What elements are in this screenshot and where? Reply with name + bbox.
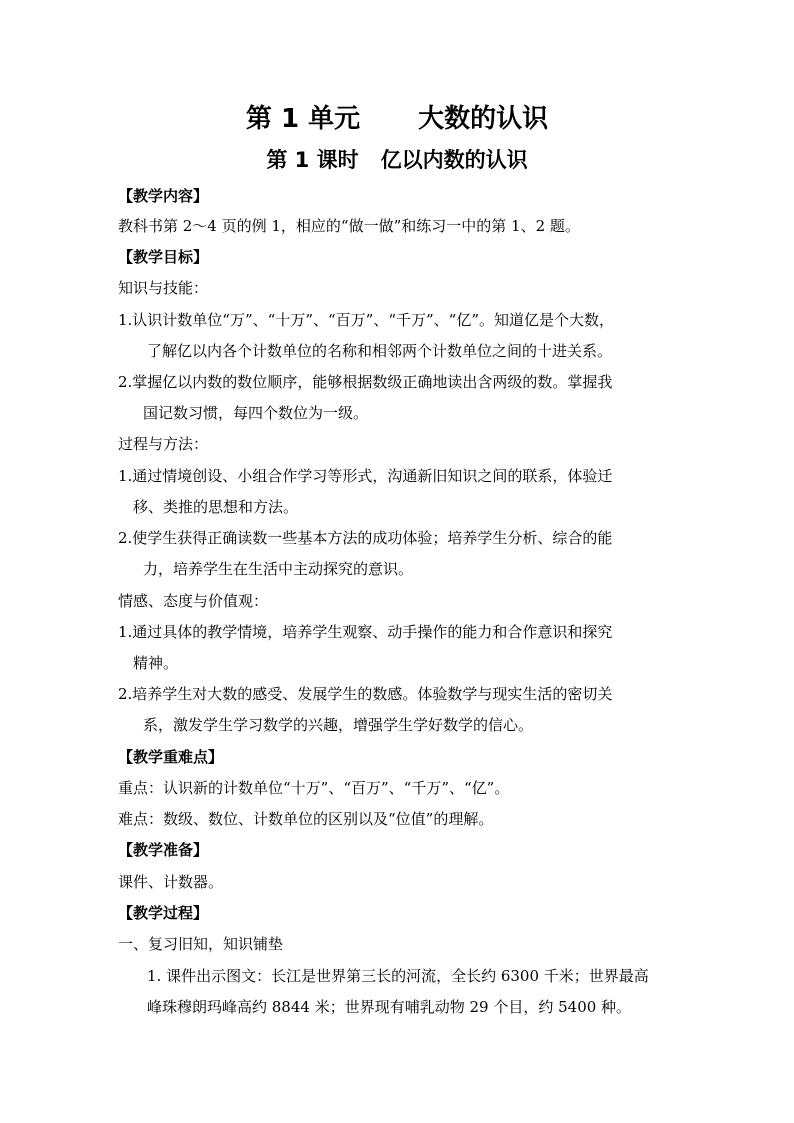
knowledge-item-1-cont: 了解亿以内各个计数单位的名称和相邻两个计数单位之间的十进关系。 bbox=[147, 342, 613, 360]
step-1-item-1-cont: 峰珠穆朗玛峰高约 8844 米；世界现有哺乳动物 29 个目，约 5400 种。 bbox=[147, 998, 632, 1016]
section-heading-procedure: 【教学过程】 bbox=[118, 904, 209, 922]
knowledge-item-1: 1.认识计数单位“万”、“十万”、“百万”、“千万”、“亿”。知道亿是个大数， bbox=[118, 311, 614, 329]
content-text: 教科书第 2～4 页的例 1，相应的“做一做”和练习一中的第 1、2 题。 bbox=[118, 217, 580, 235]
difficult-point: 难点：数级、数位、计数单位的区别以及“位值”的理解。 bbox=[118, 810, 494, 828]
knowledge-item-2-cont: 国记数习惯，每四个数位为一级。 bbox=[143, 404, 369, 422]
unit-topic: 大数的认识 bbox=[418, 104, 549, 134]
lesson-topic: 亿以内数的认识 bbox=[380, 148, 528, 172]
process-label: 过程与方法： bbox=[118, 435, 209, 453]
section-heading-keypoints: 【教学重难点】 bbox=[118, 748, 224, 766]
unit-label: 第 1 单元 bbox=[245, 104, 361, 134]
page-title bbox=[0, 102, 794, 136]
process-item-2-cont: 力，培养学生在生活中主动探究的意识。 bbox=[143, 560, 414, 578]
step-1-title: 一、复习旧知，知识铺垫 bbox=[118, 935, 284, 953]
process-item-1: 1.通过情境创设、小组合作学习等形式，沟通新旧知识之间的联系，体验迁 bbox=[118, 467, 613, 485]
step-1-item-1: 1. 课件出示图文：长江是世界第三长的河流，全长约 6300 千米；世界最高 bbox=[147, 967, 649, 985]
knowledge-item-2: 2.掌握亿以内数的数位顺序，能够根据数级正确地读出含两级的数。掌握我 bbox=[118, 373, 613, 391]
emotion-item-1-cont: 精神。 bbox=[133, 654, 179, 672]
emotion-item-1: 1.通过具体的教学情境，培养学生观察、动手操作的能力和合作意识和探究 bbox=[118, 623, 613, 641]
section-heading-prep: 【教学准备】 bbox=[118, 841, 209, 859]
section-heading-goals: 【教学目标】 bbox=[118, 248, 209, 266]
emotion-label: 情感、态度与价值观： bbox=[118, 592, 269, 610]
prep-text: 课件、计数器。 bbox=[118, 873, 224, 891]
emotion-item-2: 2.培养学生对大数的感受、发展学生的数感。体验数学与现实生活的密切关 bbox=[118, 685, 613, 703]
emotion-item-2-cont: 系，激发学生学习数学的兴趣，增强学生学好数学的信心。 bbox=[143, 716, 534, 734]
knowledge-label: 知识与技能： bbox=[118, 279, 209, 297]
process-item-2: 2.使学生获得正确读数一些基本方法的成功体验；培养学生分析、综合的能 bbox=[118, 529, 613, 547]
section-heading-content: 【教学内容】 bbox=[118, 187, 209, 205]
process-item-1-cont: 移、类推的思想和方法。 bbox=[133, 498, 299, 516]
lesson-label: 第 1 课时 bbox=[266, 148, 359, 172]
key-point: 重点：认识新的计数单位“十万”、“百万”、“千万”、“亿”。 bbox=[118, 779, 510, 797]
lesson-title bbox=[0, 145, 794, 175]
